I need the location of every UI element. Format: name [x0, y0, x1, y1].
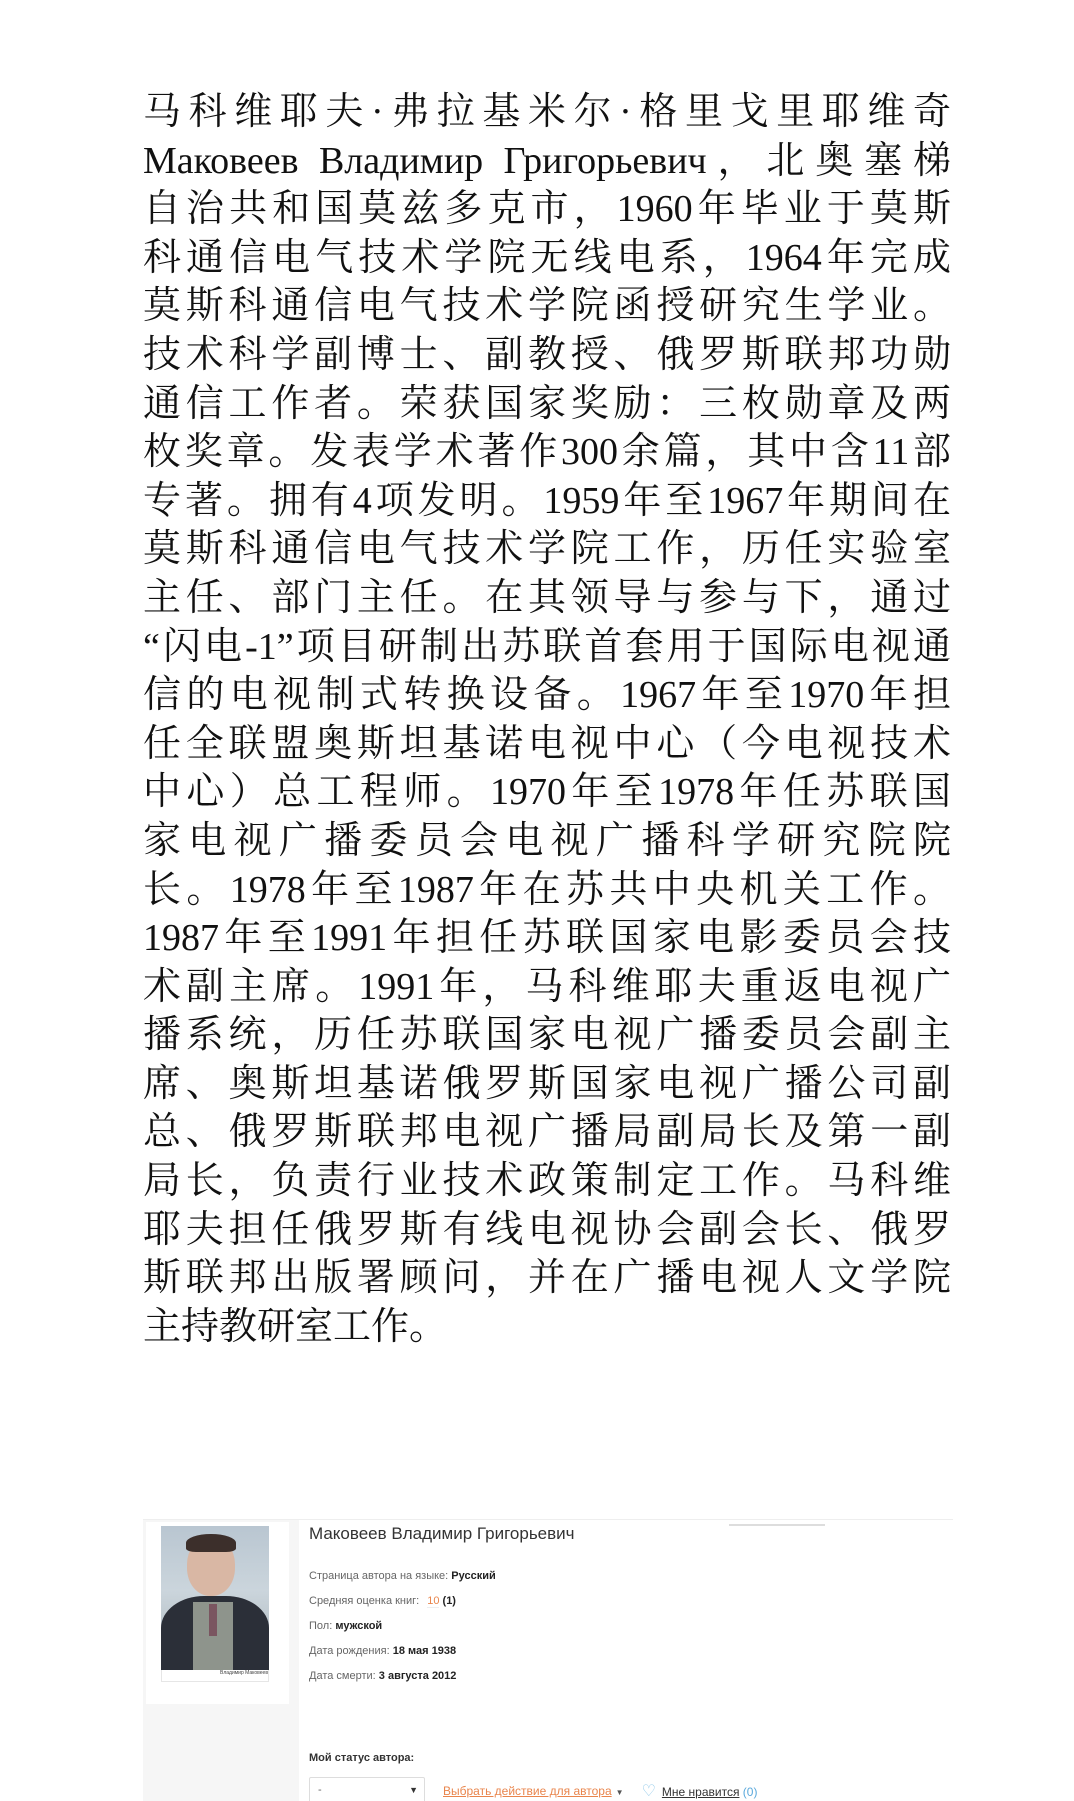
article-line: 耶夫担任俄罗斯有线电视协会副会长、俄罗 — [143, 1208, 951, 1251]
caret-down-icon: ▼ — [615, 1788, 624, 1797]
death-value: 3 августа 2012 — [378, 1670, 457, 1682]
like-button[interactable] — [642, 1781, 758, 1801]
article-line: 主持教研室工作。 — [143, 1305, 448, 1348]
photo-box — [146, 1522, 289, 1704]
article-line: 席、奥斯坦基诺俄罗斯国家电视广播公司副 — [143, 1062, 951, 1105]
author-sidebar — [143, 1520, 299, 1801]
rating-row — [309, 1595, 456, 1607]
gender-row — [309, 1620, 382, 1632]
gender-label: Пол: — [309, 1620, 333, 1632]
photo-caption: Владимир Маковеев — [161, 1670, 269, 1682]
article-line: 主任、部门主任。在其领导与参与下，通过 — [143, 576, 951, 619]
language-row — [309, 1570, 496, 1582]
choose-action-link[interactable] — [443, 1784, 624, 1798]
article-line: 技术科学副博士、副教授、俄罗斯联邦功勋 — [143, 333, 951, 376]
article-line: 专著。拥有4项发明。1959年至1967年期间在 — [143, 479, 951, 522]
rating-label: Средняя оценка книг: — [309, 1595, 420, 1607]
birth-value: 18 мая 1938 — [392, 1645, 457, 1657]
like-count: (0) — [742, 1785, 758, 1799]
rating-value[interactable]: 10 — [427, 1595, 440, 1607]
article-line: 中心）总工程师。1970年至1978年任苏联国 — [143, 771, 951, 814]
article-line: 1987年至1991年担任苏联国家电影委员会技 — [143, 917, 951, 960]
article-line: 家电视广播委员会电视广播科学研究院院 — [143, 819, 951, 862]
author-name: Маковеев Владимир Григорьевич — [309, 1524, 575, 1543]
birth-row — [309, 1645, 456, 1657]
status-label: Мой статус автора: — [309, 1752, 415, 1764]
article-line: 斯联邦出版署顾问，并在广播电视人文学院 — [143, 1257, 951, 1300]
article-line: “闪电-1”项目研制出苏联首套用于国际电视通 — [143, 625, 951, 668]
article-line: 术副主席。1991年，马科维耶夫重返电视广 — [143, 965, 951, 1008]
top-scrollbar — [729, 1524, 825, 1526]
article-text — [143, 88, 951, 1351]
status-select-value: - — [318, 1784, 322, 1796]
rating-count: (1) — [442, 1595, 456, 1607]
author-card — [143, 1519, 953, 1801]
gender-value: мужской — [335, 1620, 383, 1632]
article-line: 马科维耶夫·弗拉基米尔·格里戈里耶维奇 — [143, 91, 951, 133]
heart-icon: ♡ — [641, 1783, 656, 1800]
article-line: 通信工作者。荣获国家奖励：三枚勋章及两 — [143, 382, 951, 425]
like-label: Мне нравится — [661, 1785, 740, 1799]
article-line: 信的电视制式转换设备。1967年至1970年担 — [143, 674, 951, 717]
article-line: 局长，负责行业技术政策制定工作。马科维 — [143, 1160, 951, 1203]
death-label: Дата смерти: — [309, 1670, 376, 1682]
article-line: 枚奖章。发表学术著作300余篇，其中含11部 — [143, 431, 951, 474]
article-line: 长。1978年至1987年在苏共中央机关工作。 — [143, 868, 951, 911]
article-line: 总、俄罗斯联邦电视广播局副局长及第一副 — [143, 1111, 951, 1154]
article-line: Маковеев Владимир Григорьевич，北奥塞梯 — [143, 139, 951, 182]
author-controls — [309, 1777, 757, 1801]
article-line: 莫斯科通信电气技术学院函授研究生学业。 — [143, 285, 951, 328]
article-line: 科通信电气技术学院无线电系，1964年完成 — [143, 236, 951, 279]
language-label: Страница автора на языке: — [309, 1570, 449, 1582]
death-row — [309, 1670, 456, 1682]
birth-label: Дата рождения: — [309, 1645, 390, 1657]
language-value: Русский — [451, 1570, 496, 1582]
chevron-down-icon: ▼ — [409, 1785, 418, 1795]
author-info — [309, 1520, 949, 1801]
author-photo — [161, 1526, 269, 1670]
article-line: 任全联盟奥斯坦基诺电视中心（今电视技术 — [143, 722, 951, 765]
choose-action-label: Выбрать действие для автора — [443, 1784, 612, 1798]
article-line: 自治共和国莫兹多克市，1960年毕业于莫斯 — [143, 188, 951, 231]
article-line: 莫斯科通信电气技术学院工作，历任实验室 — [143, 528, 951, 571]
article-line: 播系统，历任苏联国家电视广播委员会副主 — [143, 1014, 951, 1057]
author-status-select[interactable] — [309, 1777, 425, 1801]
